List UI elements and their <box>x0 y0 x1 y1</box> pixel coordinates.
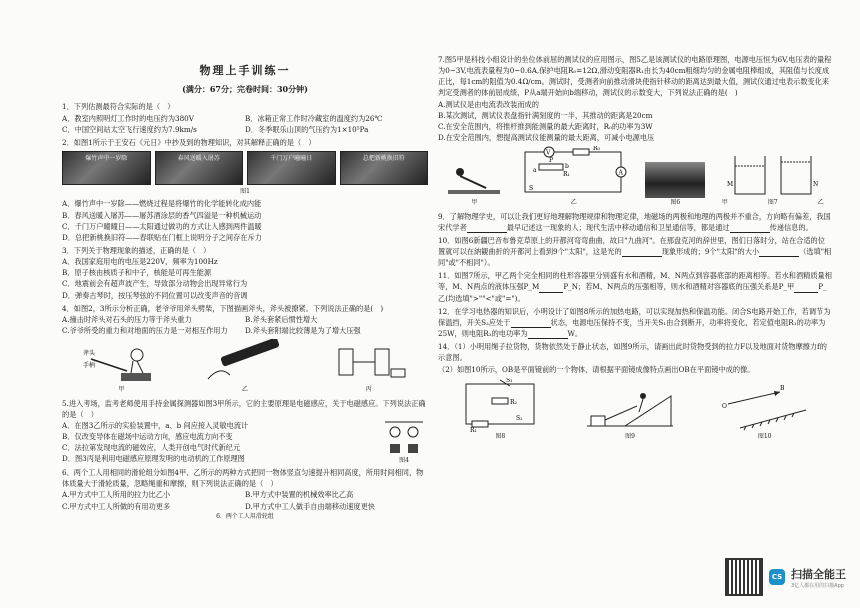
pulling-drawing <box>585 382 675 432</box>
label-jia: 甲 <box>471 199 478 207</box>
option-b: B.甲方式中装置的机械效率比乙高 <box>245 490 354 500</box>
question-14 <box>438 341 832 441</box>
point-b: B <box>779 384 785 392</box>
figure-caption: 图10 <box>757 432 772 440</box>
option-d: D．总把新桃换旧符——春联贴在门框上说明分子之间存在斥力 <box>62 232 262 242</box>
sunset-photo <box>645 162 705 198</box>
option-a: A．我国家庭用电的电压是220V，频率为100Hz <box>62 257 218 267</box>
pulling-figure <box>585 382 675 441</box>
option-a: A．在图3乙所示的实验装置中，a、b 间应接入灵敏电流计 <box>62 420 249 430</box>
question-stem: 4．如图2，3所示分析正确，老爷爷用斧头劈柴，下图描画斧头，斧头被撩紧。下列说法正确的是( ) <box>62 303 384 313</box>
heater-circuit-drawing <box>460 378 540 432</box>
figure-caption: 图4 <box>399 456 409 464</box>
option-d: D．冬季眠乐山顶的气压约为1×10⁵Pa <box>245 124 369 134</box>
voltmeter-label: V <box>545 149 551 157</box>
sitting-figure <box>446 158 502 207</box>
question-5 <box>62 398 428 466</box>
question-tail-2: P_乙(均选填">""<"或"=")。 <box>438 282 827 303</box>
brand-tagline: 3亿人都在用的扫描App <box>791 582 844 589</box>
page-title: 物理上手训练一 <box>199 64 291 77</box>
option-b: B．冰箱正常工作时冷藏室的温度约为26℃ <box>245 113 383 123</box>
sunset-figure <box>645 162 705 207</box>
point-m: M <box>726 181 733 189</box>
circuit-drawing <box>519 146 629 198</box>
circuit-figure <box>519 146 629 207</box>
question-stem: 14．（1）小明用绳子拉货物，货物依然处于静止状态，如图9所示，请画出此时货物受到的拉力F以及地面对货物摩擦力f的示意图。 <box>438 342 827 363</box>
axe-drawing <box>81 339 161 385</box>
option-b: B．原子核由核质子和中子，核能是可再生能源 <box>62 268 212 278</box>
question-stem: 7.图5甲是科技小组设计的坐位体前屈的测试仪的应用图示，图5乙是该测试仪的电路原理图，电源电压恒为6V,电压表的量程为0~3V,电流表量程为0~0.6A,保护电阻R₀=12Ω,滑动变阻器R₁由长为40cm粗细均匀的金属电阻棒组成，其阻值与长度成正比，每1cm的阻值为0.4Ω/cm。测试时，受测者向前推动滑块使指针移动的距离达到最大值，测试仪通过电表示数变化来判定受测者的体前屈成绩，P从a端开始向b端移动，测试仪的示数变大，下列说法正确的是( ) <box>438 55 832 98</box>
photo-4: 总把新桃换旧符 <box>340 151 429 185</box>
question-stem-2: （2）如图10所示，OB是平面镜前的一个物体，请根据平面镜成像特点画出OB在平面镜中成的像。 <box>438 364 755 374</box>
answer-blank[interactable] <box>622 249 662 257</box>
question-stem: 9．了解物理学史，可以让我们更好地理解物理规律和物理定律，地磁场的两极和地理的两极并不重合，方向略有偏差，我国宋代学者 <box>438 211 831 232</box>
question-tail: 状态，电源电压保持不变，当开关S₁由合到断开，功率将变化，若定值电阻R₁的功率为25W，则电阻R₂的电功率为 <box>438 317 826 339</box>
question-tail-2: 传递信息的。 <box>769 222 813 232</box>
qr-code-icon <box>725 558 763 596</box>
figure-caption: 图1 <box>240 188 250 196</box>
s1-label: S₁ <box>506 377 513 384</box>
option-c: C.在安全范围内，将推杆推到能测量的最大距离时，R₀的功率为3W <box>438 121 653 131</box>
option-a: A.测试仪是由电流表改装而成的 <box>438 99 539 109</box>
option-b: B.斧头套紧后惯性增大 <box>245 314 318 324</box>
mirror-drawing <box>720 382 810 432</box>
label-jia-2: 甲 <box>721 199 728 207</box>
option-b: B.某次测试，测试仪表盘指针满刻度的一半，其推动的距离是20cm <box>438 110 653 120</box>
pulley-figure <box>380 420 428 465</box>
bottom-note: 6．两个工人用滑轮组 <box>216 512 274 520</box>
option-d: D．弹奏古琴时，按压琴弦的不同位置可以改变声音的音调 <box>62 290 248 300</box>
r1-label: R₁ <box>470 426 478 432</box>
ammeter-label: A <box>618 169 623 177</box>
r2-label: R₂ <box>510 398 518 406</box>
option-a: A．爆竹声中一岁除——燃烧过程是将爆竹的化学能转化成内能 <box>62 199 262 209</box>
figure-8-9-10-row <box>438 378 832 441</box>
question-tail: 现象形成的；9个"太阳"的大小 <box>661 247 760 257</box>
option-c: C．法拉第发现电流的磁效应，人类开创电气时代新纪元 <box>62 443 241 453</box>
question-3 <box>62 245 428 301</box>
right-column <box>438 52 832 444</box>
point-n: N <box>812 181 819 189</box>
label-bing: 丙 <box>365 386 372 394</box>
question-7 <box>438 54 832 208</box>
option-d: D．图3丙是利用电磁感应原理发明的电动机的工作原理图 <box>62 454 245 464</box>
switch-label: S <box>528 185 533 193</box>
figure-2-3-row <box>62 339 428 394</box>
detector-drawing <box>200 339 290 385</box>
option-b: B．仅改变导体在磁场中运动方向，感应电流方向不变 <box>62 432 233 441</box>
tank-drawing <box>725 152 821 198</box>
question-6 <box>62 467 428 521</box>
axe-figure <box>81 339 161 394</box>
figure-caption-7: 图7 <box>767 199 778 207</box>
question-12 <box>438 306 832 339</box>
question-stem: 5.进入考场，监考老师使用手持金属探测器如图3甲所示，它的主要原理是电磁感应，关于电磁感应。下列说法正确的是（ ） <box>62 398 426 419</box>
label-yi-2: 乙 <box>817 199 824 207</box>
figure-caption: 图9 <box>625 432 635 440</box>
question-10 <box>438 235 832 268</box>
option-c: C．地震前会有超声波产生，导致部分动物会出现异常行为 <box>62 279 248 289</box>
end-b-label: b <box>564 163 569 171</box>
photo-1: 爆竹声中一岁除 <box>62 151 151 185</box>
camscanner-logo-icon: CS <box>769 569 785 585</box>
answer-blank[interactable] <box>794 285 818 293</box>
answer-blank[interactable] <box>759 249 799 257</box>
slider-label: P <box>548 157 553 165</box>
motor-figure <box>329 339 409 394</box>
question-stem: 12．在学习电热器的知识后，小明设计了如图8所示的加热电路，可以实现加热和保温功能。闭合S电路开始工作，若调节为保温挡，开关S₂应处于 <box>438 306 831 327</box>
answer-blank[interactable] <box>539 285 563 293</box>
question-tail-2: W。 <box>567 329 583 339</box>
point-o: O <box>721 402 727 410</box>
answer-blank[interactable] <box>730 225 770 233</box>
question-stem: 11．如图7所示，甲乙两个完全相同的柱形容器里分别盛有水和酒精，M、N两点到容器底部的距离相等。若水和酒精质量相等，M、N两点的液体压强P_M <box>438 271 832 292</box>
label-jia: 甲 <box>118 386 125 394</box>
option-a: A．教室内照明灯工作时的电压约为380V <box>62 113 194 123</box>
option-d: D.斧头套附端比较薄是为了增大压强 <box>245 326 361 336</box>
question-2 <box>62 137 428 243</box>
answer-blank[interactable] <box>511 320 551 328</box>
option-d: D.在安全范围内，想提高测试仪能测量的最大距离，可减小电源电压 <box>438 133 655 143</box>
end-a-label: a <box>532 167 537 175</box>
question-tail: 最早记述这一现象的人；现代生活中移动通信和卫星通信等，都是通过 <box>506 222 730 232</box>
question-1 <box>62 101 428 134</box>
question-stem: 1．下列估测最符合实际的是（ ） <box>62 102 175 112</box>
label-axe: 斧头 <box>83 350 96 358</box>
question-stem: 2．如图1所示于王安石《元日》中抄及到的物理知识，对其解释正确的是（ ） <box>62 137 316 147</box>
option-b: B．春风送暖入屠苏——屠苏酒涂层的香气四溢是一种机械运动 <box>62 210 262 220</box>
question-tail-2: （选填"相同"或"不相同"）。 <box>438 247 832 268</box>
question-stem: 10．如图6新疆巴音布鲁克草原上的开都河弯弯曲曲，故曰"九曲河"。在那盘克河的辞世里，图们日落时分，站在合适的位置就可以在納観曲折的开都河上看到9个"太阳"，这是光的 <box>438 235 825 257</box>
question-stem: 3．下列关于物理现象的描述，正确的是（ ） <box>62 245 211 255</box>
question-11 <box>438 270 832 303</box>
r1-label: R₁ <box>562 171 570 179</box>
question-4 <box>62 303 428 395</box>
figure-caption: 图8 <box>495 432 506 440</box>
label-yi: 乙 <box>241 386 248 394</box>
option-c: C.甲方式中工人所做的有用功更多 <box>62 501 171 511</box>
figure-caption: 图6 <box>670 199 681 207</box>
option-a: A.撞击时斧头对石头的压力等于斧头重力 <box>62 314 192 324</box>
figure-1-photos <box>62 151 428 185</box>
photo-2: 春风送暖入屠苏 <box>155 151 244 185</box>
option-a: A.甲方式中工人所用的拉力比乙小 <box>62 490 171 500</box>
question-9 <box>438 211 832 233</box>
option-c: C．千门万户曈曈日——太阳通过做功的方式让人感到两件温暖 <box>62 221 262 231</box>
sitting-drawing <box>446 158 502 198</box>
option-c: C．中国空间站太空飞行速度约为7.9km/s <box>62 124 197 134</box>
motor-drawing <box>329 339 409 385</box>
page-subtitle: (满分：67分；完卷时间：30分钟) <box>182 84 308 95</box>
mirror-figure <box>720 382 810 441</box>
answer-blank[interactable] <box>467 225 507 233</box>
label-handle: 手柄 <box>83 362 96 370</box>
left-column <box>62 0 428 521</box>
label-yi: 乙 <box>570 199 577 207</box>
tank-figure <box>722 152 824 207</box>
r0-label: R₀ <box>592 146 600 153</box>
question-stem: 6．两个工人用相同的滑轮组分如图4甲、乙所示的两种方式把同一物体竖直匀速提升相同高度，所用时间相同，物体质量大于滑轮质量，忽略绳重和摩擦，则下列说法正确的是（ ） <box>62 468 424 489</box>
scanner-watermark <box>725 558 846 596</box>
answer-blank[interactable] <box>528 331 568 339</box>
heater-circuit-figure <box>460 378 540 441</box>
photo-3: 千门万户曈曈日 <box>247 151 336 185</box>
option-d: D.甲方式中工人做手自由端移动速度更快 <box>245 501 375 511</box>
question-tail: P_N；若M、N两点的压强相等，则水和酒精对容器底的压强关系是P_甲 <box>563 282 795 292</box>
s2-label: S₂ <box>516 414 523 422</box>
detector-figure <box>200 339 290 394</box>
option-c: C.爷爷所受的重力和对地面的压力是一对相互作用力 <box>62 326 228 336</box>
brand-name: 扫描全能王 <box>791 567 846 581</box>
figure-5-6-7-row <box>438 146 832 207</box>
pulley-drawing <box>381 420 427 456</box>
